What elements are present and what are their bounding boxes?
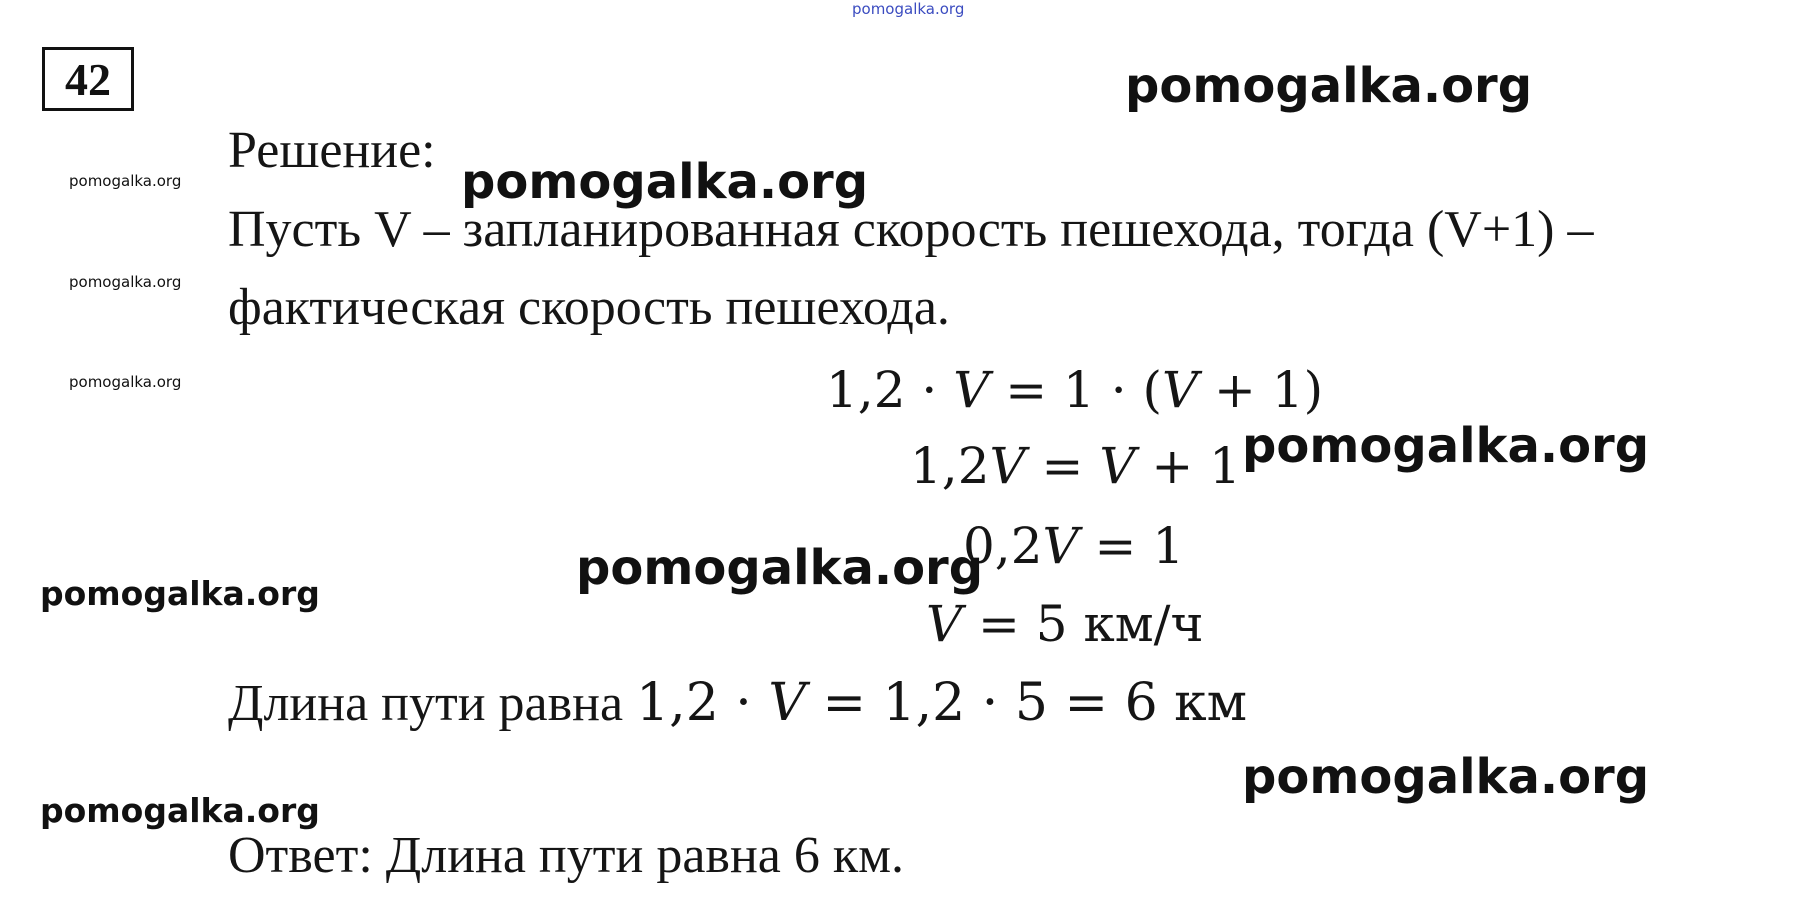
watermark-left-small-1: pomogalka.org	[69, 172, 182, 190]
watermark-right-lower: pomogalka.org	[1242, 749, 1650, 805]
equation-3-mid: = 1	[1078, 517, 1185, 575]
watermark-after-solution: pomogalka.org	[461, 154, 869, 210]
problem-number	[42, 47, 134, 111]
equation-1-var-2: V	[1162, 361, 1199, 419]
equation-2-mid: =	[1025, 437, 1100, 495]
equation-2-right: + 1	[1135, 437, 1241, 495]
equation-1-right: + 1)	[1198, 361, 1324, 419]
solution-heading: Решение:	[228, 122, 436, 179]
equation-1-var-1: V	[953, 361, 990, 419]
equation-1-left: 1,2 ·	[826, 361, 954, 419]
equation-2-var-2: V	[1099, 437, 1136, 495]
header-watermark: pomogalka.org	[852, 0, 965, 18]
equation-4-var: V	[926, 595, 963, 653]
path-length-var: V	[768, 673, 806, 733]
equation-1-mid: = 1 · (	[989, 361, 1162, 419]
equation-4	[926, 594, 1204, 654]
watermark-center-left: pomogalka.org	[576, 540, 984, 596]
intro-line-2: фактическая скорость пешехода.	[228, 279, 950, 336]
intro-line-1: Пусть V – запланированная скорость пешехода, тогда (V+1) –	[228, 201, 1594, 258]
equation-2-left: 1,2	[910, 437, 990, 495]
watermark-left-lower: pomogalka.org	[40, 791, 320, 830]
path-length-math-right: = 1,2 · 5 = 6 км	[805, 673, 1248, 733]
answer-line: Ответ: Длина пути равна 6 км.	[228, 827, 905, 884]
equation-4-mid: = 5 км/ч	[962, 595, 1204, 653]
equation-1	[826, 360, 1323, 420]
watermark-left-small-2: pomogalka.org	[69, 273, 182, 291]
equation-3	[963, 516, 1184, 576]
watermark-left-mid: pomogalka.org	[40, 574, 320, 613]
path-length-text: Длина пути равна	[228, 675, 637, 732]
watermark-left-small-3: pomogalka.org	[69, 373, 182, 391]
equation-2	[910, 436, 1241, 496]
path-length-math-left: 1,2 ·	[636, 673, 769, 733]
path-length-line	[228, 673, 1247, 734]
problem-number-text: 42	[65, 53, 111, 105]
watermark-top-right: pomogalka.org	[1125, 58, 1533, 114]
equation-3-left: 0,2	[963, 517, 1043, 575]
equation-3-var-1: V	[1042, 517, 1079, 575]
equation-2-var-1: V	[989, 437, 1026, 495]
watermark-right-middle: pomogalka.org	[1242, 418, 1650, 474]
